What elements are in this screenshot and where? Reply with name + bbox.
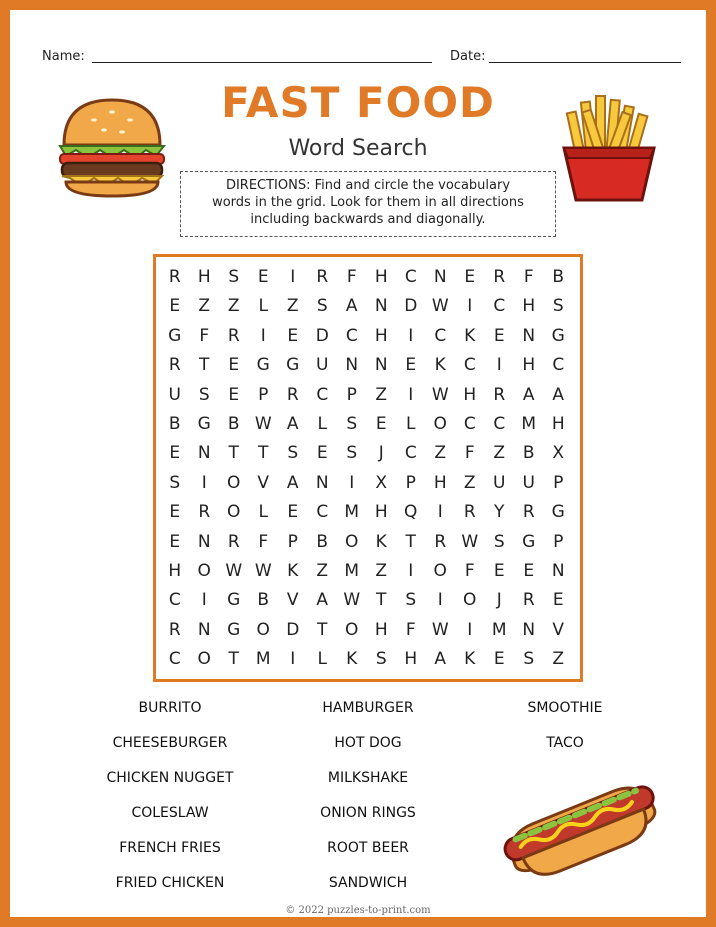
grid-letter[interactable]: T xyxy=(228,443,239,464)
grid-letter[interactable]: B xyxy=(168,413,181,434)
grid-letter[interactable]: S xyxy=(523,649,535,670)
grid-letter[interactable]: R xyxy=(434,531,447,552)
grid-letter[interactable]: N xyxy=(551,560,565,581)
grid-letter[interactable]: F xyxy=(258,531,269,552)
grid-letter[interactable]: S xyxy=(198,384,210,405)
grid-letter[interactable]: C xyxy=(493,296,506,317)
grid-letter[interactable]: D xyxy=(404,296,418,317)
grid-letter[interactable]: A xyxy=(552,384,565,405)
grid-letter[interactable]: N xyxy=(522,325,536,346)
page-subtitle: Word Search xyxy=(288,136,428,161)
grid-letter[interactable]: W xyxy=(431,296,449,317)
grid-letter[interactable]: B xyxy=(522,443,535,464)
word-list-column-3 xyxy=(465,698,665,768)
grid-letter[interactable]: N xyxy=(197,531,211,552)
word-list-item: HOT DOG xyxy=(334,735,402,751)
grid-letter[interactable]: B xyxy=(257,590,270,611)
grid-letter[interactable]: R xyxy=(198,502,211,523)
grid-letter[interactable]: C xyxy=(168,649,181,670)
grid-letter[interactable]: S xyxy=(552,296,564,317)
grid-letter[interactable]: F xyxy=(464,443,475,464)
grid-letter[interactable]: G xyxy=(522,531,536,552)
word-list-item: HAMBURGER xyxy=(322,700,414,716)
grid-letter[interactable]: F xyxy=(346,267,357,287)
grid-letter[interactable]: O xyxy=(345,531,359,552)
grid-letter[interactable]: H xyxy=(374,619,388,640)
grid-letter[interactable]: Z xyxy=(434,443,447,464)
grid-letter[interactable]: P xyxy=(553,472,564,493)
grid-letter[interactable]: T xyxy=(376,590,387,611)
grid-letter[interactable]: G xyxy=(551,325,565,346)
name-date-row xyxy=(42,47,682,67)
grid-letter[interactable]: T xyxy=(199,355,210,376)
grid-letter[interactable]: S xyxy=(375,649,387,670)
grid-letter[interactable]: Z xyxy=(375,384,388,405)
grid-letter[interactable]: O xyxy=(227,502,241,523)
grid-letter[interactable]: I xyxy=(290,649,296,670)
word-list-column-2 xyxy=(268,698,468,908)
grid-letter[interactable]: C xyxy=(404,443,417,464)
grid-letter[interactable]: G xyxy=(197,413,211,434)
grid-row xyxy=(160,322,573,351)
grid-letter[interactable]: N xyxy=(374,296,388,317)
grid-letter[interactable]: H xyxy=(551,413,565,434)
grid-letter[interactable]: K xyxy=(434,355,446,376)
grid-letter[interactable]: W xyxy=(225,560,243,581)
grid-letter[interactable]: N xyxy=(433,267,447,287)
grid-letter[interactable]: W xyxy=(254,413,272,434)
name-label: Name: xyxy=(42,49,85,64)
grid-letter[interactable]: P xyxy=(553,531,564,552)
grid-letter[interactable]: Z xyxy=(286,296,299,317)
directions-line: words in the grid. Look for them in all directions xyxy=(212,195,524,210)
grid-letter[interactable]: P xyxy=(258,384,269,405)
grid-letter[interactable]: I xyxy=(496,355,502,376)
grid-letter[interactable]: E xyxy=(169,502,181,523)
grid-letter[interactable]: E xyxy=(493,325,505,346)
grid-letter[interactable]: X xyxy=(375,472,388,493)
grid-letter[interactable]: A xyxy=(345,296,358,317)
grid-letter[interactable]: D xyxy=(286,619,300,640)
grid-letter[interactable]: E xyxy=(316,443,328,464)
grid-letter[interactable]: C xyxy=(316,502,329,523)
name-field-line[interactable] xyxy=(92,62,432,63)
grid-letter[interactable]: S xyxy=(228,267,240,287)
grid-letter[interactable]: E xyxy=(287,502,299,523)
grid-letter[interactable]: N xyxy=(522,619,536,640)
grid-letter[interactable]: B xyxy=(316,531,329,552)
grid-letter[interactable]: O xyxy=(345,619,359,640)
grid-letter[interactable]: T xyxy=(258,443,269,464)
grid-letter[interactable]: O xyxy=(463,590,477,611)
grid-letter[interactable]: N xyxy=(315,472,329,493)
grid-letter[interactable]: Y xyxy=(494,502,505,523)
grid-row xyxy=(160,645,573,674)
grid-letter[interactable]: P xyxy=(346,384,357,405)
grid-letter[interactable]: F xyxy=(405,619,416,640)
grid-letter[interactable]: I xyxy=(260,325,266,346)
grid-row xyxy=(160,292,573,321)
grid-letter[interactable]: I xyxy=(201,472,207,493)
grid-letter[interactable]: G xyxy=(256,355,270,376)
grid-letter[interactable]: A xyxy=(286,472,299,493)
grid-row xyxy=(160,528,573,557)
grid-letter[interactable]: C xyxy=(404,267,417,287)
word-list-item: MILKSHAKE xyxy=(327,770,409,786)
grid-letter[interactable]: C xyxy=(552,355,565,376)
grid-letter[interactable]: B xyxy=(552,267,565,287)
grid-letter[interactable]: O xyxy=(256,619,270,640)
grid-letter[interactable]: V xyxy=(257,472,270,493)
grid-letter[interactable]: M xyxy=(344,560,360,581)
directions-box xyxy=(180,171,556,237)
grid-letter[interactable]: Z xyxy=(198,296,211,317)
grid-letter[interactable]: N xyxy=(345,355,359,376)
grid-letter[interactable]: H xyxy=(463,384,477,405)
grid-letter[interactable]: C xyxy=(463,413,476,434)
grid-letter[interactable]: S xyxy=(346,443,358,464)
grid-letter[interactable]: R xyxy=(522,502,535,523)
word-list-item: BURRITO xyxy=(138,700,202,716)
grid-letter[interactable]: C xyxy=(493,413,506,434)
grid-letter[interactable]: H xyxy=(374,267,388,287)
grid-letter[interactable]: A xyxy=(286,413,299,434)
grid-letter[interactable]: I xyxy=(290,267,296,287)
grid-letter[interactable]: C xyxy=(463,355,476,376)
grid-row xyxy=(160,498,573,527)
grid-letter[interactable]: R xyxy=(493,384,506,405)
grid-letter[interactable]: E xyxy=(375,413,387,434)
word-list-column-1 xyxy=(70,698,270,908)
grid-row xyxy=(160,616,573,645)
grid-letter[interactable]: I xyxy=(408,325,414,346)
grid-letter[interactable]: J xyxy=(496,590,502,611)
grid-letter[interactable]: H xyxy=(374,325,388,346)
grid-letter[interactable]: W xyxy=(431,384,449,405)
page-title: FAST FOOD xyxy=(221,78,495,127)
grid-letter[interactable]: I xyxy=(201,590,207,611)
grid-letter[interactable]: I xyxy=(437,502,443,523)
grid-letter[interactable]: O xyxy=(227,472,241,493)
grid-letter[interactable]: O xyxy=(433,560,447,581)
grid-letter[interactable]: R xyxy=(227,325,240,346)
grid-letter[interactable]: H xyxy=(197,267,211,287)
grid-letter[interactable]: A xyxy=(522,384,535,405)
grid-row xyxy=(160,557,573,586)
grid-letter[interactable]: G xyxy=(227,590,241,611)
grid-letter[interactable]: T xyxy=(317,619,328,640)
directions-line: DIRECTIONS: Find and circle the vocabulary xyxy=(225,178,511,193)
grid-letter[interactable]: Z xyxy=(375,560,388,581)
word-list-item: ROOT BEER xyxy=(327,840,409,856)
copyright-text: © 2022 puzzles-to-print.com xyxy=(285,905,431,916)
word-list-item: CHEESEBURGER xyxy=(112,735,228,751)
grid-letter[interactable]: U xyxy=(316,355,329,376)
grid-letter[interactable]: L xyxy=(258,502,268,523)
grid-letter[interactable]: G xyxy=(168,325,182,346)
grid-letter[interactable]: E xyxy=(464,267,476,287)
grid-letter[interactable]: L xyxy=(258,296,268,317)
grid-letter[interactable]: F xyxy=(464,560,475,581)
grid-letter[interactable]: U xyxy=(522,472,535,493)
grid-letter[interactable]: R xyxy=(316,267,329,287)
grid-letter[interactable]: R xyxy=(227,531,240,552)
word-list-item: FRENCH FRIES xyxy=(119,840,221,856)
word-search-grid xyxy=(153,254,583,682)
grid-letter[interactable]: S xyxy=(169,472,181,493)
letter-grid xyxy=(160,263,573,674)
grid-letter[interactable]: K xyxy=(346,649,358,670)
grid-letter[interactable]: J xyxy=(378,443,384,464)
grid-letter[interactable]: E xyxy=(405,355,417,376)
word-list-item: FRIED CHICKEN xyxy=(115,875,225,891)
grid-letter[interactable]: O xyxy=(197,649,211,670)
grid-letter[interactable]: M xyxy=(521,413,537,434)
grid-letter[interactable]: Z xyxy=(463,472,476,493)
grid-letter[interactable]: M xyxy=(344,502,360,523)
grid-letter[interactable]: P xyxy=(405,472,416,493)
grid-letter[interactable]: I xyxy=(408,384,414,405)
grid-letter[interactable]: G xyxy=(551,502,565,523)
grid-letter[interactable]: R xyxy=(168,267,181,287)
grid-letter[interactable]: W xyxy=(461,531,479,552)
word-list-item: SMOOTHIE xyxy=(527,700,603,716)
grid-letter[interactable]: E xyxy=(257,267,269,287)
grid-letter[interactable]: M xyxy=(491,619,507,640)
grid-letter[interactable]: E xyxy=(169,443,181,464)
grid-letter[interactable]: S xyxy=(346,413,358,434)
grid-letter[interactable]: T xyxy=(405,531,416,552)
grid-letter[interactable]: E xyxy=(169,296,181,317)
grid-row xyxy=(160,469,573,498)
grid-letter[interactable]: H xyxy=(374,502,388,523)
grid-letter[interactable]: X xyxy=(552,443,565,464)
grid-letter[interactable]: S xyxy=(493,531,505,552)
grid-row xyxy=(160,351,573,380)
grid-letter[interactable]: C xyxy=(316,384,329,405)
grid-letter[interactable]: C xyxy=(168,590,181,611)
grid-letter[interactable]: K xyxy=(464,325,476,346)
grid-letter[interactable]: O xyxy=(197,560,211,581)
grid-letter[interactable]: E xyxy=(228,355,240,376)
grid-letter[interactable]: B xyxy=(227,413,240,434)
grid-letter[interactable]: S xyxy=(316,296,328,317)
grid-letter[interactable]: V xyxy=(286,590,299,611)
grid-letter[interactable]: Z xyxy=(227,296,240,317)
grid-letter[interactable]: U xyxy=(493,472,506,493)
grid-letter[interactable]: W xyxy=(343,590,361,611)
grid-letter[interactable]: N xyxy=(197,443,211,464)
grid-letter[interactable]: I xyxy=(437,590,443,611)
grid-row xyxy=(160,381,573,410)
grid-letter[interactable]: R xyxy=(168,355,181,376)
grid-letter[interactable]: E xyxy=(552,590,564,611)
grid-letter[interactable]: Q xyxy=(404,502,418,523)
grid-letter[interactable]: H xyxy=(522,355,536,376)
grid-letter[interactable]: F xyxy=(199,325,210,346)
grid-letter[interactable]: G xyxy=(227,619,241,640)
word-list-item: CHICKEN NUGGET xyxy=(106,770,234,786)
grid-letter[interactable]: I xyxy=(467,619,473,640)
grid-letter[interactable]: H xyxy=(433,472,447,493)
grid-row xyxy=(160,439,573,468)
grid-letter[interactable]: O xyxy=(433,413,447,434)
grid-letter[interactable]: N xyxy=(197,619,211,640)
grid-letter[interactable]: I xyxy=(349,472,355,493)
grid-letter[interactable]: N xyxy=(374,355,388,376)
grid-letter[interactable]: G xyxy=(286,355,300,376)
word-list-item: COLESLAW xyxy=(131,805,209,821)
grid-letter[interactable]: E xyxy=(493,649,505,670)
hot-dog-icon xyxy=(496,768,666,888)
grid-letter[interactable]: A xyxy=(434,649,447,670)
grid-row xyxy=(160,410,573,439)
grid-letter[interactable]: S xyxy=(405,590,417,611)
grid-letter[interactable]: U xyxy=(168,384,181,405)
grid-letter[interactable]: R xyxy=(522,590,535,611)
grid-letter[interactable]: E xyxy=(287,325,299,346)
grid-letter[interactable]: V xyxy=(552,619,565,640)
grid-letter[interactable]: C xyxy=(434,325,447,346)
grid-letter[interactable]: L xyxy=(406,413,416,434)
grid-letter[interactable]: R xyxy=(168,619,181,640)
word-list-item: ONION RINGS xyxy=(320,805,416,821)
grid-letter[interactable]: D xyxy=(315,325,329,346)
grid-letter[interactable]: H xyxy=(168,560,182,581)
grid-row xyxy=(160,586,573,615)
grid-letter[interactable]: R xyxy=(286,384,299,405)
grid-letter[interactable]: A xyxy=(316,590,329,611)
grid-letter[interactable]: Z xyxy=(316,560,329,581)
grid-letter[interactable]: W xyxy=(431,619,449,640)
grid-letter[interactable]: Z xyxy=(552,649,565,670)
grid-letter[interactable]: F xyxy=(523,267,534,287)
grid-letter[interactable]: P xyxy=(287,531,298,552)
date-field-line[interactable] xyxy=(489,62,681,63)
grid-letter[interactable]: L xyxy=(317,649,327,670)
grid-letter[interactable]: C xyxy=(345,325,358,346)
grid-letter[interactable]: W xyxy=(254,560,272,581)
grid-letter[interactable]: Z xyxy=(493,443,506,464)
directions-line: including backwards and diagonally. xyxy=(250,212,486,227)
grid-letter[interactable]: E xyxy=(493,560,505,581)
word-list-item: SANDWICH xyxy=(328,875,408,891)
grid-letter[interactable]: M xyxy=(255,649,271,670)
grid-letter[interactable]: S xyxy=(287,443,299,464)
grid-letter[interactable]: I xyxy=(467,296,473,317)
grid-row xyxy=(160,263,573,292)
date-label: Date: xyxy=(450,49,486,64)
grid-letter[interactable]: E xyxy=(169,531,181,552)
grid-letter[interactable]: K xyxy=(287,560,299,581)
grid-letter[interactable]: R xyxy=(463,502,476,523)
word-list-item: TACO xyxy=(546,735,584,751)
grid-letter[interactable]: H xyxy=(522,296,536,317)
grid-letter[interactable]: L xyxy=(317,413,327,434)
grid-letter[interactable]: T xyxy=(228,649,239,670)
grid-letter[interactable]: H xyxy=(404,649,418,670)
grid-letter[interactable]: R xyxy=(493,267,506,287)
grid-letter[interactable]: E xyxy=(228,384,240,405)
grid-letter[interactable]: K xyxy=(464,649,476,670)
grid-letter[interactable]: I xyxy=(408,560,414,581)
grid-letter[interactable]: K xyxy=(375,531,387,552)
grid-letter[interactable]: E xyxy=(523,560,535,581)
